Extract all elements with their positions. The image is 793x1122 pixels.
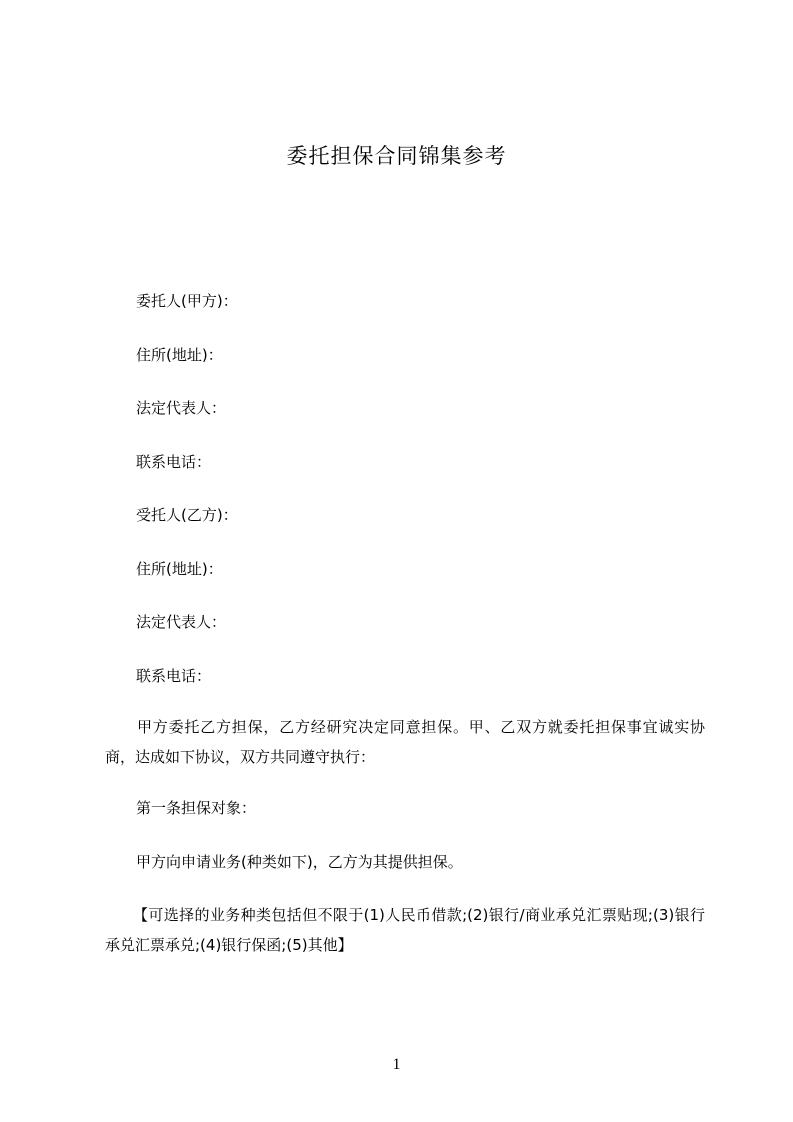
party-a-address-label: 住所(地址)： — [136, 346, 223, 364]
article-1-business-types-note: 【可选择的业务种类包括但不限于(1)人民币借款;(2)银行/商业承兑汇票贴现;(3)银行承兑汇票承兑;(4)银行保函;(5)其他】 — [105, 906, 705, 954]
article-1-body: 甲方向申请业务(种类如下)，乙方为其提供担保。 — [136, 853, 463, 871]
page-number: 1 — [392, 1056, 401, 1073]
party-b-phone-label: 联系电话： — [136, 667, 212, 685]
party-a-phone-label: 联系电话： — [136, 453, 212, 471]
party-b-legal-rep-label: 法定代表人： — [136, 613, 227, 631]
party-b-address-label: 住所(地址)： — [136, 560, 223, 578]
party-b-agent-label: 受托人(乙方)： — [136, 506, 238, 524]
intro-paragraph: 甲方委托乙方担保，乙方经研究决定同意担保。甲、乙双方就委托担保事宜诚实协商，达成如下协议，双方共同遵守执行： — [105, 718, 705, 766]
document-title: 委托担保合同锦集参考 — [286, 144, 507, 168]
party-a-principal-label: 委托人(甲方)： — [136, 292, 238, 310]
article-1-heading: 第一条担保对象： — [136, 799, 257, 817]
party-a-legal-rep-label: 法定代表人： — [136, 399, 227, 417]
